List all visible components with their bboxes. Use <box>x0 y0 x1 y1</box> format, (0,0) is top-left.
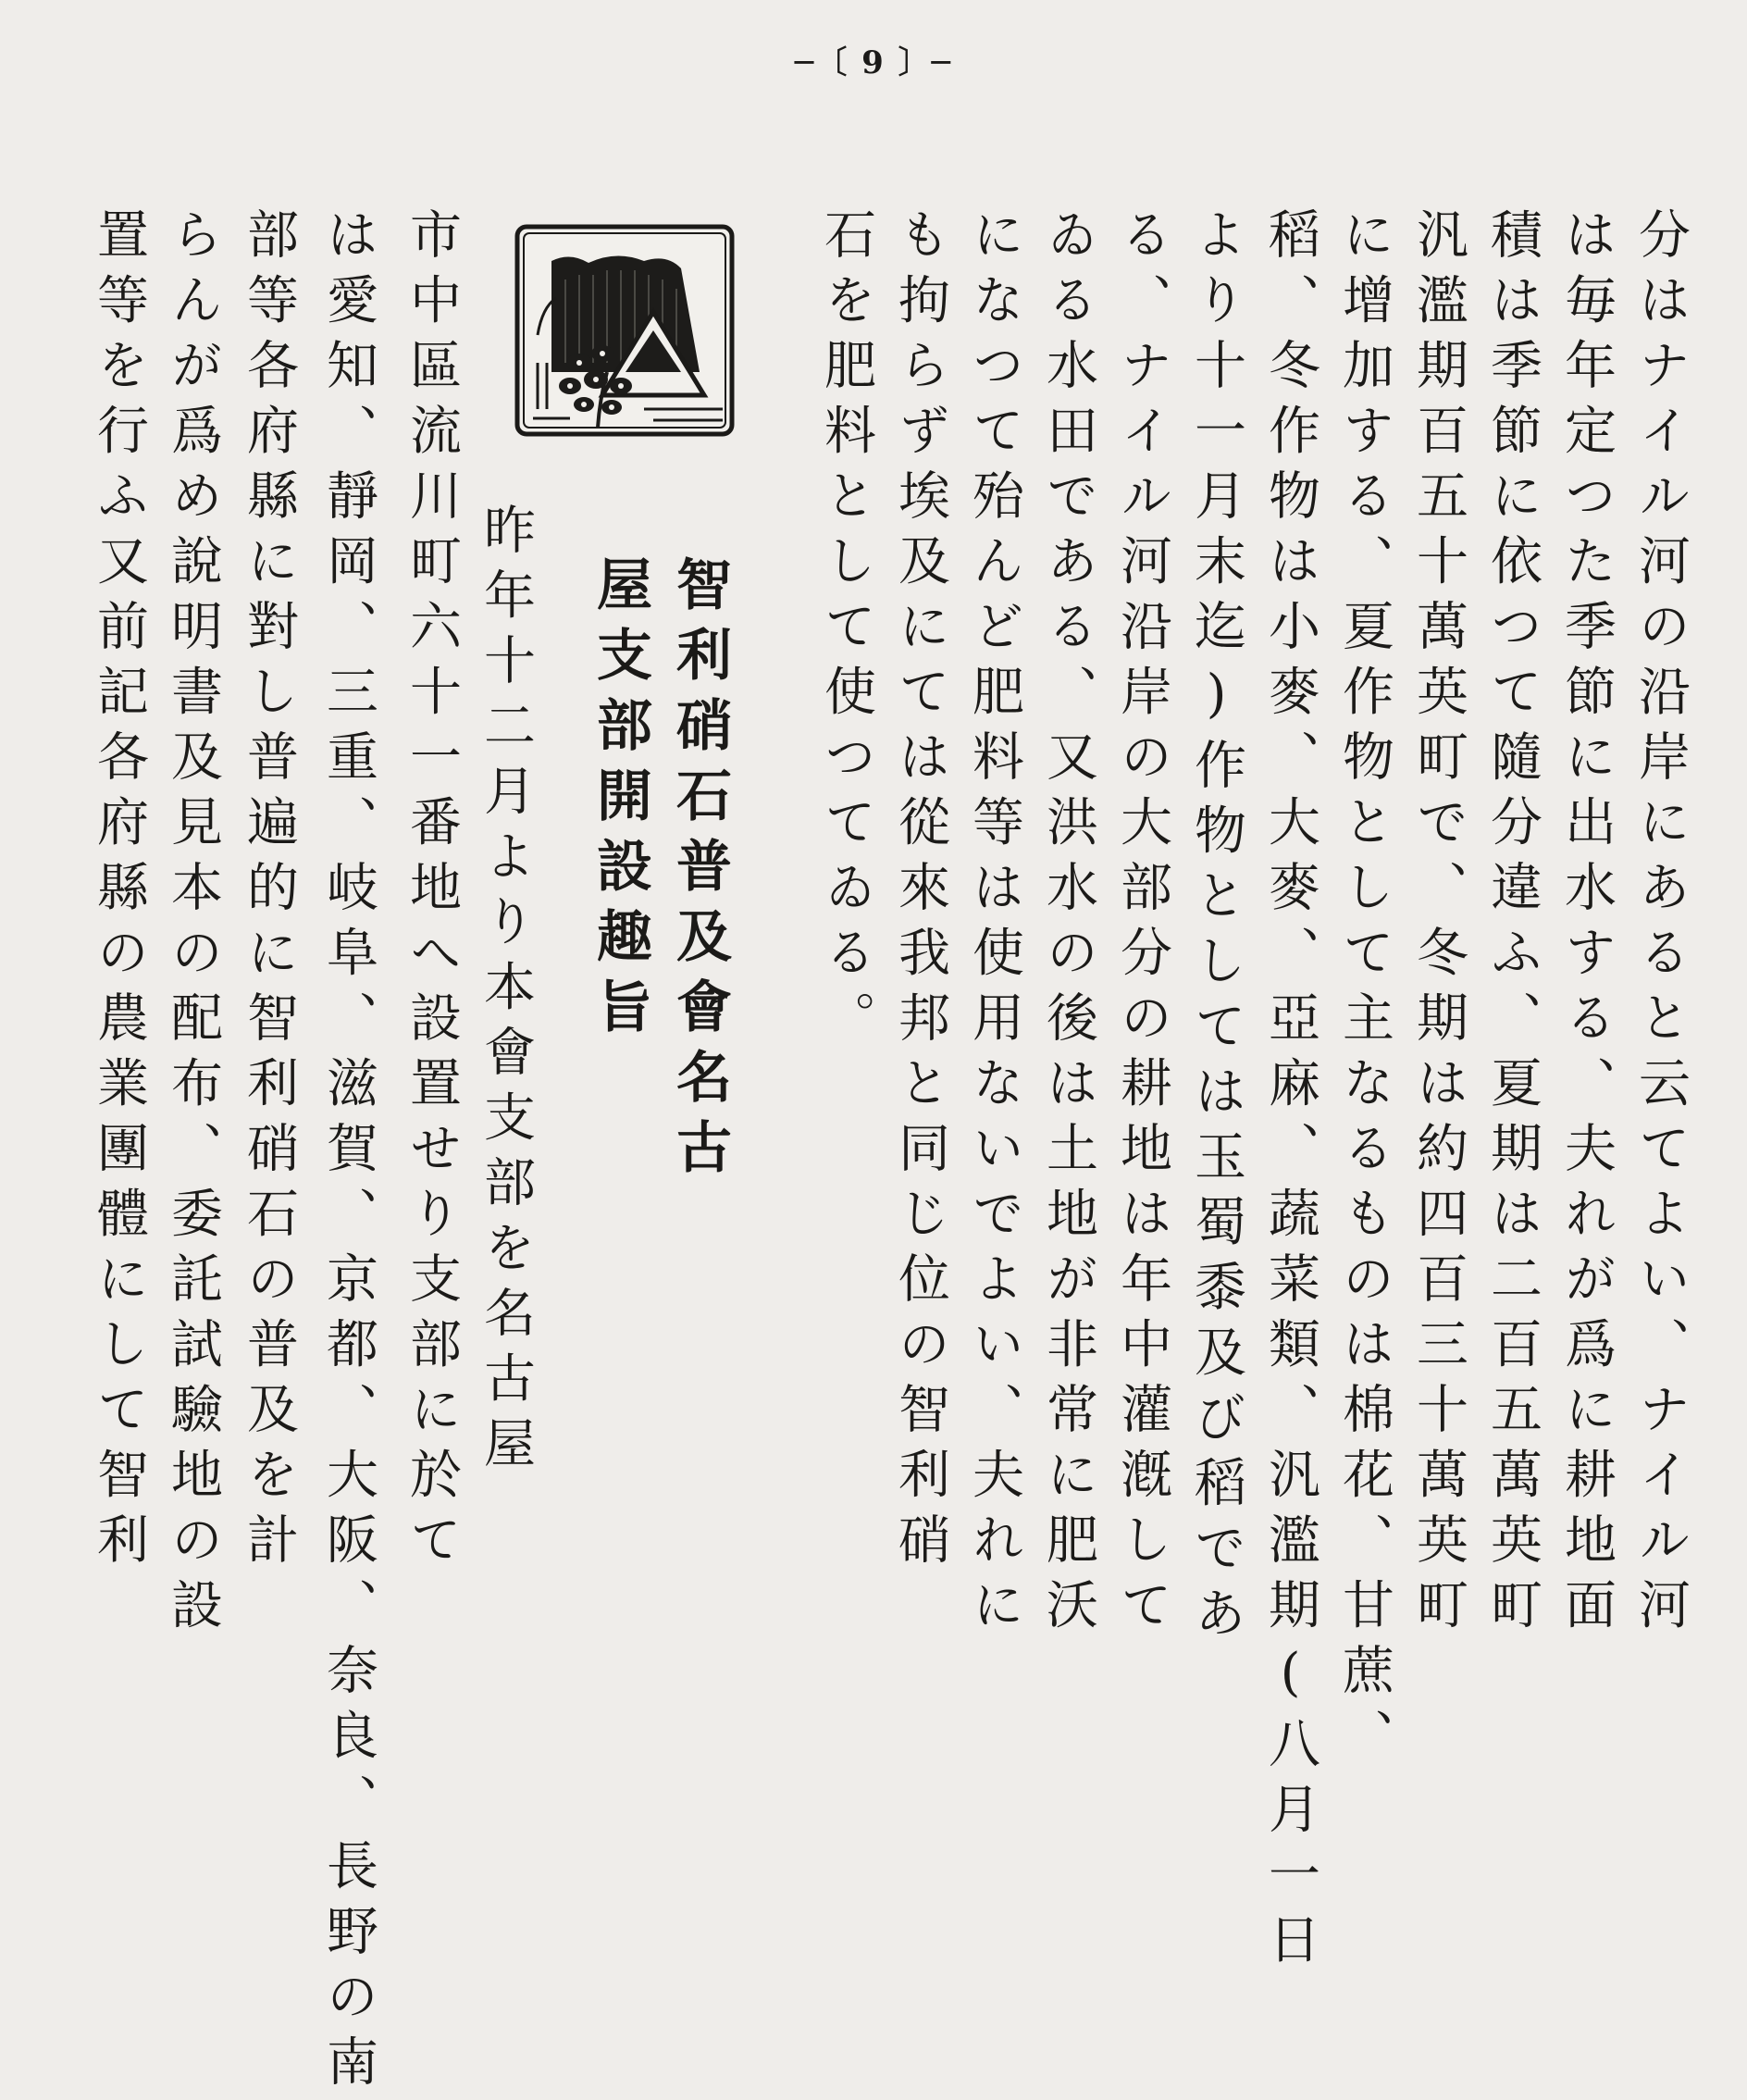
text-column: は愛知、靜岡、三重、岐阜、滋賀、京都、大阪、奈良、長野の南 <box>318 207 378 2100</box>
text-column: 稻、冬作物は小麥、大麥、亞麻、蔬菜類、汎濫期(八月一日 <box>1260 207 1320 1978</box>
text-column: 積は季節に依つて隨分違ふ、夏期は二百五萬英町 <box>1482 207 1543 1643</box>
text-column: らんが爲め說明書及見本の配布、委託試驗地の設 <box>163 207 223 1643</box>
section-heading: 智利硝石普及會名古 <box>667 555 732 1188</box>
text-column: 部等各府縣に對し普遍的に智利硝石の普及を計 <box>239 207 299 1578</box>
text-column: ゐる水田である、又洪水の後は土地が非常に肥沃 <box>1038 207 1098 1643</box>
page-number: ─〔 9 〕─ <box>794 44 953 81</box>
text-column: より十一月末迄)作物としては玉蜀黍及び稻であ <box>1186 207 1246 1651</box>
text-column: 汎濫期百五十萬英町で、冬期は約四百三十萬英町 <box>1408 207 1468 1643</box>
text-column: 分はナイル河の沿岸にあると云てよい、ナイル河 <box>1630 207 1691 1643</box>
text-column: 昨年十二月より本會支部を名古屋 <box>476 503 536 1482</box>
text-column: は毎年定つた季節に出水する、夫れが爲に耕地面 <box>1556 207 1617 1643</box>
text-column: になつて殆んど肥料等は使用ないでよい、夫れに <box>964 207 1024 1643</box>
text-column: も拘らず埃及にては從來我邦と同じ位の智利硝 <box>890 207 950 1578</box>
text-column: に增加する、夏作物として主なるものは棉花、甘蔗、 <box>1334 207 1394 1773</box>
vignette-illustration <box>514 224 735 437</box>
section-heading: 屋支部開設趣旨 <box>588 555 652 1048</box>
text-column: 市中區流川町六十一番地へ設置せり支部に於て <box>402 207 462 1578</box>
text-column: る、ナイル河沿岸の大部分の耕地は年中灌漑して <box>1112 207 1172 1643</box>
text-column: 石を肥料として使つてゐる。 <box>816 207 876 1056</box>
text-column: 置等を行ふ又前記各府縣の農業團體にして智利 <box>89 207 149 1578</box>
